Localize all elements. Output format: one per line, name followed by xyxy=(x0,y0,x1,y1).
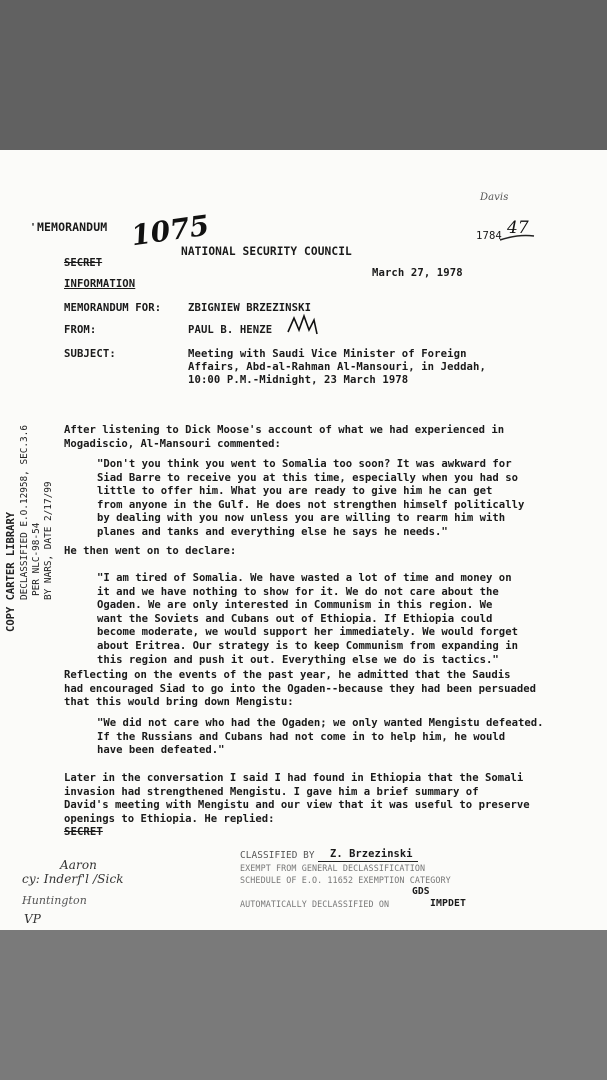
top-handwriting: Davis xyxy=(480,192,509,203)
declass-line-1: EXEMPT FROM GENERAL DECLASSIFICATION xyxy=(240,863,426,873)
side-stamp-per: PER NLC-98-54 xyxy=(31,522,42,596)
viewer-top-bar xyxy=(0,0,607,150)
side-stamp-by-date: BY NARS, DATE 2/17/99 xyxy=(43,481,54,600)
declass-line-4: AUTOMATICALLY DECLASSIFIED ON xyxy=(240,899,390,909)
side-stamp-carter-library: COPY CARTER LIBRARY xyxy=(5,511,17,632)
paragraph-2: He then went on to declare: xyxy=(64,545,237,557)
classification-bottom: SECRET xyxy=(64,826,103,838)
subject-line-3: 10:00 P.M.-Midnight, 23 March 1978 xyxy=(188,374,409,386)
document-number: 1784 xyxy=(476,230,502,242)
memo-for-label: MEMORANDUM FOR: xyxy=(64,302,162,314)
quote-1: "Don't you think you went to Somalia too soon? It was awkward for Siad Barre to receive you at this time, especially when you had so little to offer him. What you are ready to give him he can get from anyone in the Gulf. He does not strengthen himself politically by dealing with you now unless you are willing to rearm him with planes and tanks and everything else he says he needs." xyxy=(97,458,525,538)
declass-line-2: SCHEDULE OF E.O. 11652 EXEMPTION CATEGORY xyxy=(240,875,451,885)
viewer-bottom-bar xyxy=(0,930,607,1080)
memorandum-header: MEMORANDUM xyxy=(37,220,108,234)
side-stamp-declassified: DECLASSIFIED E.O.12958, SEC.3.6 xyxy=(19,425,30,600)
agency-name: NATIONAL SECURITY COUNCIL xyxy=(181,245,352,258)
from-label: FROM: xyxy=(64,324,97,336)
quote-3: "We did not care who had the Ogaden; we only wanted Mengistu defeated. If the Russians and Cubans had not come in to help him, he would have been defeated." xyxy=(97,717,544,757)
subject-line-2: Affairs, Abd-al-Rahman Al-Mansouri, in Jeddah, xyxy=(188,361,486,373)
hand-note-cy: cy: Inderf'l /Sick xyxy=(22,872,124,886)
subject-line-1: Meeting with Saudi Vice Minister of Foreign xyxy=(188,348,467,360)
hand-note-vp: VP xyxy=(24,912,41,926)
classification-top: SECRET xyxy=(64,257,103,269)
memo-for-value: ZBIGNIEW BRZEZINSKI xyxy=(188,302,312,314)
paragraph-1: After listening to Dick Moose's account of what we had experienced in Mogadiscio, Al-Mansouri commented: xyxy=(64,424,505,450)
classified-by-label: CLASSIFIED BY xyxy=(240,850,315,861)
subject-label: SUBJECT: xyxy=(64,348,116,360)
handwritten-number: 1075 xyxy=(129,208,212,253)
quote-2: "I am tired of Somalia. We have wasted a lot of time and money on it and we have nothing to show for it. We do not care about the Ogaden. We are only interested in Communism in this region. We want the Soviets and Cubans out of Ethiopia. If Ethiopia could become moderate, we would support her immediately. We would forget about Eritrea. Our strategy is to keep Communism from expanding in this region and push it out. Everything else we do is tactics." xyxy=(97,572,518,666)
tick-mark: ' xyxy=(30,222,37,233)
paragraph-3: Reflecting on the events of the past year, he admitted that the Saudis had encouraged Siad to go into the Ogaden--because they had been persuaded that this would bring down Mengistu: xyxy=(64,669,536,709)
document-page xyxy=(0,150,607,930)
declass-category: GDS xyxy=(412,886,430,897)
classified-by-underline xyxy=(318,861,418,862)
hand-note-aaron: Aaron xyxy=(60,858,98,872)
hand-note-huntington: Huntington xyxy=(22,894,87,907)
memo-date: March 27, 1978 xyxy=(372,267,463,279)
document-number-handwritten: 47 xyxy=(507,218,529,238)
from-value: PAUL B. HENZE xyxy=(188,324,273,336)
paragraph-4: Later in the conversation I said I had found in Ethiopia that the Somali invasion had strengthened Mengistu. I gave him a brief summary of David's meeting with Mengistu and our view that it was useful to preserve openings to Ethiopia. He replied: xyxy=(64,772,530,825)
handwritten-underline xyxy=(498,230,538,244)
memo-type: INFORMATION xyxy=(64,278,136,290)
classified-by-value: Z. Brzezinski xyxy=(330,848,413,860)
declass-impdet: IMPDET xyxy=(430,898,466,909)
henze-initials xyxy=(286,312,320,338)
